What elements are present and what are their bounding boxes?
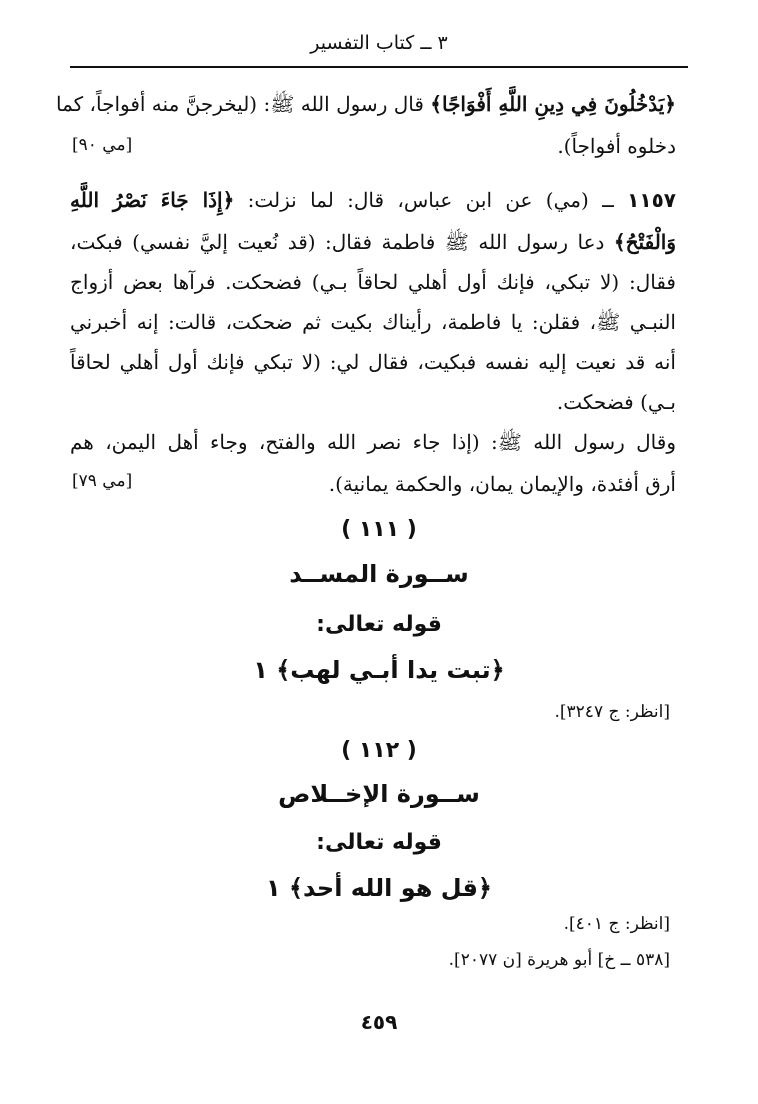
surah-number: ( ١١٢ )	[341, 738, 417, 763]
text-span: دعا رسول الله ﷺ فاطمة فقال: (قد نُعيت إليَّ نفسي) فبكت،	[70, 230, 614, 254]
quran-quote: ﴿إِذَا جَاءَ نَصْرُ اللَّهِ	[70, 188, 235, 212]
quran-quote: وَالْفَتْحُ﴾	[613, 230, 677, 254]
hadith-number: ١١٥٧	[627, 188, 676, 212]
page-number: ٤٥٩	[360, 1010, 398, 1034]
text-line: النبـي ﷺ، فقلن: يا فاطمة، رأيناك بكيت ثم ضحكت، قالت: إنه أخبرني	[70, 310, 676, 334]
surah-title: ســورة الإخــلاص	[278, 780, 480, 808]
text-line: فقال: (لا تبكي، فإنك أول أهلي لحاقاً بـي) فضحكت. فرآها بعض أزواج	[70, 270, 676, 294]
hadith-first-line	[70, 184, 676, 216]
text-span: ــ (مي) عن ابن عباس، قال: لما نزلت:	[234, 188, 628, 212]
verse-heading: ﴿قل هو الله أحد﴾ ١	[265, 874, 492, 902]
cross-reference-note: [انظر: ج ٤٠١].	[563, 914, 670, 934]
quran-quote: ﴿يَدْخُلُونَ فِي دِينِ اللَّهِ أَفْوَاجًا﴾	[430, 92, 676, 116]
header-rule	[70, 66, 688, 68]
source-reference: [مي ٩٠]	[72, 135, 133, 155]
source-reference: [مي ٧٩]	[72, 471, 133, 491]
text-line: وقال رسول الله ﷺ: (إذا جاء نصر الله والفتح، وجاء أهل اليمن، هم	[70, 430, 676, 454]
surah-number: ( ١١١ )	[341, 517, 417, 542]
text-line: بـي) فضحكت.	[556, 390, 676, 414]
surah-title: ســورة المســد	[289, 560, 469, 588]
text-line: أرق أفئدة، والإيمان يمان، والحكمة يمانية).	[328, 472, 676, 496]
cross-reference-note: [٥٣٨ ــ خ] أبو هريرة [ن ٢٠٧٧].	[448, 950, 670, 970]
section-subheading: قوله تعالى:	[316, 830, 442, 855]
running-head: ٣ ــ كتاب التفسير	[310, 32, 448, 54]
text-line	[70, 226, 676, 258]
cross-reference-note: [انظر: ج ٣٢٤٧].	[554, 702, 670, 722]
text-line	[56, 88, 676, 120]
text-span: قال رسول الله ﷺ: (ليخرجنَّ منه أفواجاً، كما	[56, 92, 431, 116]
text-line: أنه قد نعيت إليه نفسه فبكيت، فقال لي: (لا تبكي فإنك أول أهلي لحاقاً	[70, 350, 676, 374]
section-subheading: قوله تعالى:	[316, 612, 442, 637]
text-line: دخلوه أفواجاً).	[557, 134, 676, 158]
verse-heading: ﴿تبت يدا أبـي لهب﴾ ١	[253, 656, 505, 684]
